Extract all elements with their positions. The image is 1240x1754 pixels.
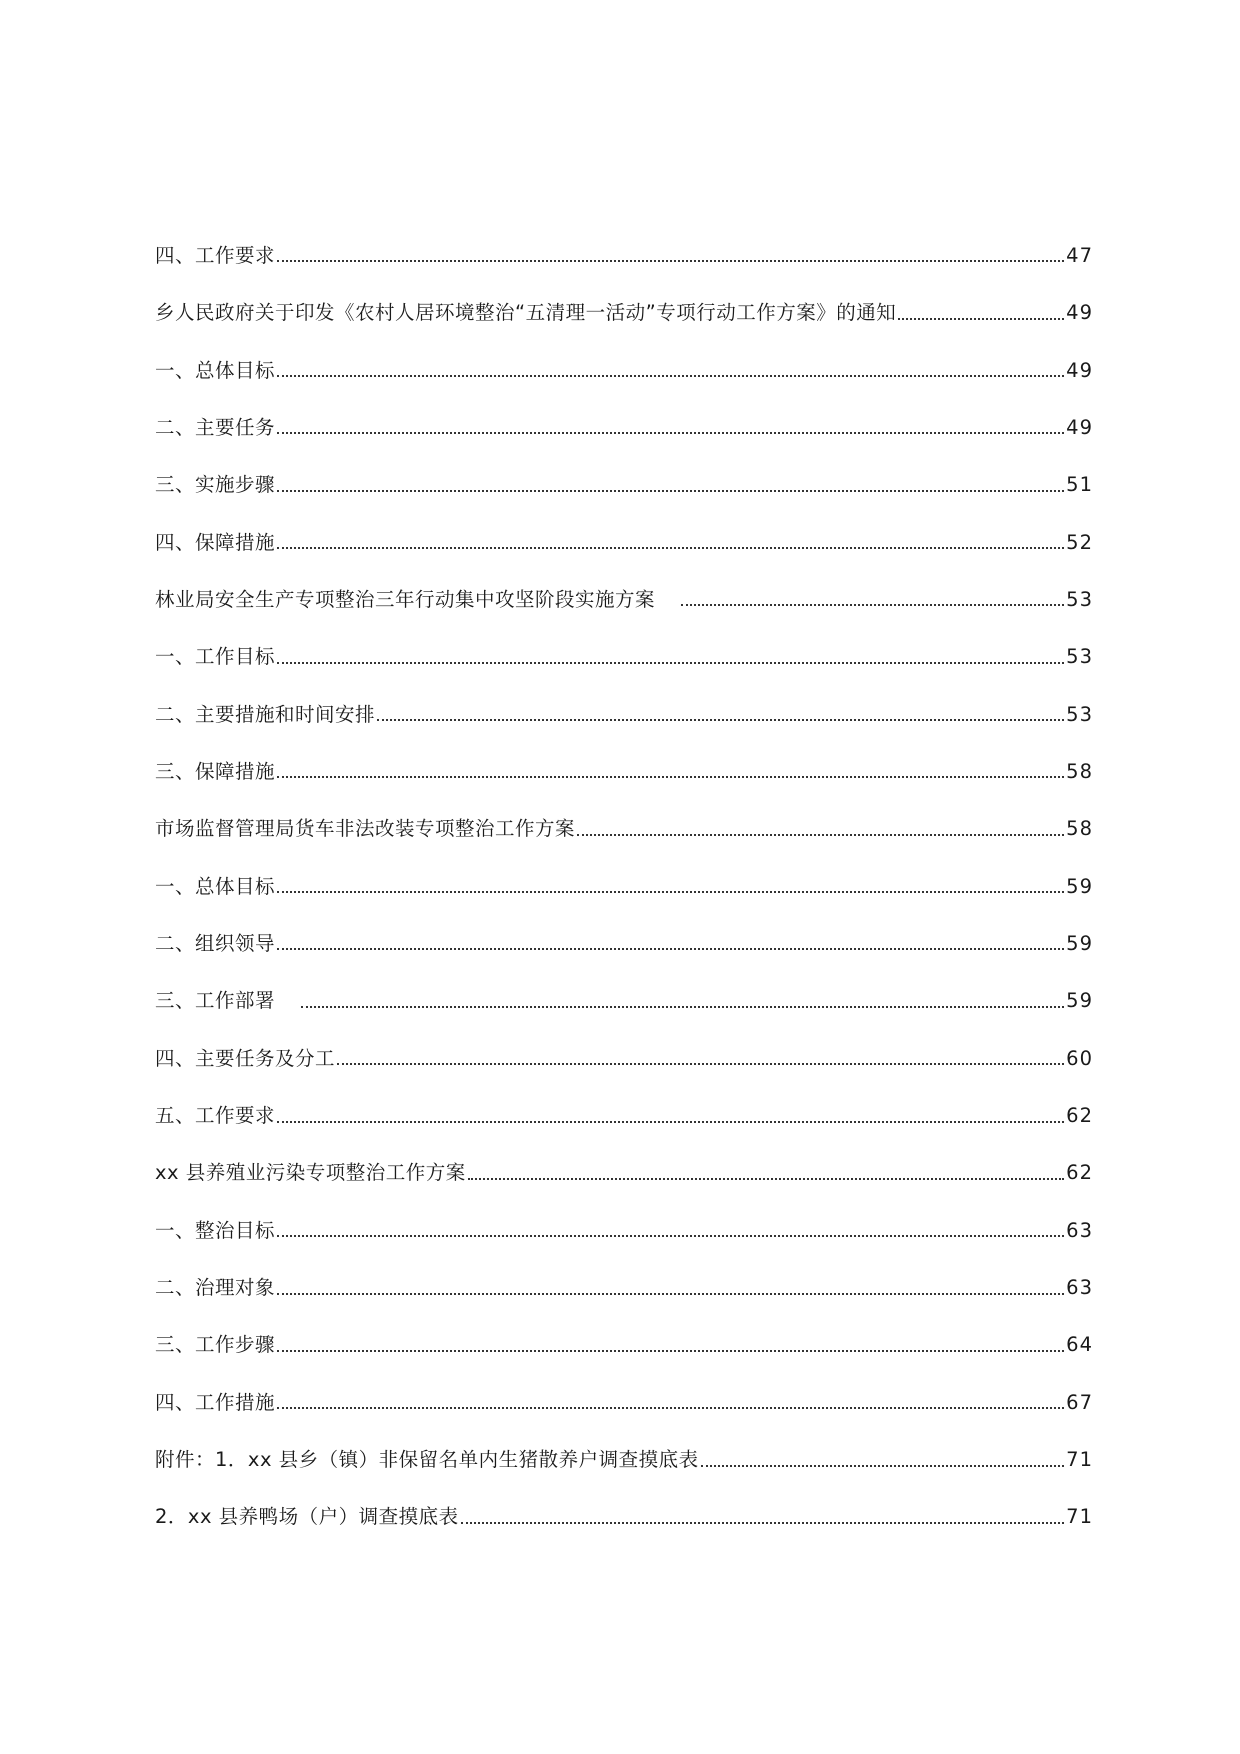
- toc-entry[interactable]: [155, 839, 1093, 896]
- toc-dot-leader: [301, 991, 1064, 1011]
- toc-entry-page: 62: [1066, 1161, 1093, 1185]
- toc-entry[interactable]: [155, 495, 1093, 552]
- toc-entry-title: 五、工作要求: [155, 1104, 276, 1127]
- toc-entry-title: 三、实施步骤: [155, 473, 276, 497]
- toc-entry-title: 林业局安全生产专项整治三年行动集中攻坚阶段实施方案: [155, 587, 656, 611]
- toc-entry[interactable]: [155, 1355, 1093, 1412]
- toc-entry[interactable]: [155, 1412, 1093, 1472]
- toc-entry-title: 乡人民政府关于印发《农村人居环境整治“五清理一活动”专项行动工作方案》的通知: [155, 301, 897, 325]
- toc-entry-page: 71: [1066, 1505, 1093, 1529]
- toc-entry-title: 四、工作要求: [155, 243, 276, 267]
- toc-entry-page: 58: [1066, 817, 1093, 841]
- toc-entry-page: 63: [1066, 1218, 1093, 1242]
- toc-dot-leader: [337, 1048, 1064, 1068]
- toc-entry-page: 47: [1066, 243, 1093, 267]
- toc-entry-title: 二、主要任务: [155, 415, 276, 439]
- toc-entry-title: 2．xx 县养鸭场（户）调查摸底表: [155, 1505, 459, 1529]
- toc-entry-page: 53: [1066, 645, 1093, 669]
- toc-dot-leader: [277, 933, 1064, 953]
- toc-entry[interactable]: [155, 1068, 1093, 1125]
- toc-entry-page: 52: [1066, 530, 1093, 554]
- toc-entry[interactable]: [155, 552, 1093, 609]
- table-of-contents: [155, 208, 1093, 1527]
- toc-entry-page: 64: [1066, 1333, 1093, 1357]
- toc-dot-leader: [277, 475, 1064, 495]
- toc-entry[interactable]: [155, 380, 1093, 437]
- toc-dot-leader: [681, 589, 1064, 609]
- toc-entry-page: 58: [1066, 759, 1093, 783]
- toc-entry-title: 二、组织领导: [155, 931, 276, 955]
- toc-entry[interactable]: [155, 1298, 1093, 1355]
- toc-entry[interactable]: [155, 1240, 1093, 1300]
- toc-entry-title: 二、主要措施和时间安排: [155, 702, 376, 726]
- toc-dot-leader: [898, 303, 1064, 323]
- toc-entry-page: 63: [1066, 1276, 1093, 1300]
- toc-dot-leader: [701, 1450, 1064, 1470]
- toc-dot-leader: [277, 1278, 1064, 1298]
- toc-dot-leader: [277, 761, 1064, 781]
- toc-entry-page: 53: [1066, 702, 1093, 726]
- toc-entry-title: 二、治理对象: [155, 1276, 276, 1300]
- toc-entry-title: 三、保障措施: [155, 759, 276, 783]
- toc-entry-title: 一、工作目标: [155, 645, 276, 669]
- toc-entry-title: 一、总体目标: [155, 874, 276, 898]
- toc-entry[interactable]: [155, 667, 1093, 724]
- toc-entry-title: 四、保障措施: [155, 530, 276, 554]
- toc-entry-title: 四、主要任务及分工: [155, 1046, 336, 1070]
- toc-entry-page: 51: [1066, 473, 1093, 497]
- toc-entry[interactable]: [155, 323, 1093, 380]
- toc-dot-leader: [277, 1335, 1064, 1355]
- toc-dot-leader: [277, 417, 1064, 437]
- toc-list: [155, 208, 1093, 1527]
- toc-entry-page: 67: [1066, 1390, 1093, 1414]
- toc-entry[interactable]: [155, 781, 1093, 841]
- toc-entry[interactable]: [155, 1470, 1093, 1527]
- toc-dot-leader: [461, 1507, 1064, 1527]
- toc-entry-title: 四、工作措施: [155, 1390, 276, 1414]
- toc-dot-leader: [277, 876, 1064, 896]
- toc-entry[interactable]: [155, 953, 1093, 1013]
- toc-entry-page: 59: [1066, 931, 1093, 955]
- toc-entry-page: 71: [1066, 1448, 1093, 1472]
- toc-dot-leader: [468, 1163, 1064, 1183]
- toc-entry[interactable]: [155, 1011, 1093, 1068]
- toc-entry[interactable]: [155, 1126, 1093, 1183]
- toc-dot-leader: [377, 704, 1064, 724]
- toc-entry-title: 附件：1．xx 县乡（镇）非保留名单内生猪散养户调查摸底表: [155, 1448, 699, 1472]
- toc-entry[interactable]: [155, 208, 1093, 265]
- toc-entry-title: 一、总体目标: [155, 358, 276, 382]
- toc-entry-title: 一、整治目标: [155, 1218, 276, 1242]
- toc-dot-leader: [277, 1106, 1064, 1126]
- toc-entry-page: 62: [1066, 1104, 1093, 1127]
- toc-entry-page: 53: [1066, 587, 1093, 611]
- toc-entry-page: 49: [1066, 415, 1093, 439]
- toc-dot-leader: [577, 819, 1064, 839]
- toc-entry-page: 59: [1066, 989, 1093, 1013]
- toc-dot-leader: [277, 647, 1064, 667]
- toc-entry[interactable]: [155, 609, 1093, 669]
- toc-entry[interactable]: [155, 1183, 1093, 1240]
- toc-entry[interactable]: [155, 724, 1093, 781]
- toc-dot-leader: [277, 360, 1064, 380]
- toc-entry[interactable]: [155, 896, 1093, 953]
- toc-entry-title: 三、工作步骤: [155, 1333, 276, 1357]
- toc-dot-leader: [277, 1220, 1064, 1240]
- toc-entry-page: 59: [1066, 874, 1093, 898]
- toc-dot-leader: [277, 1392, 1064, 1412]
- toc-entry-page: 49: [1066, 301, 1093, 325]
- toc-entry-title: 三、工作部署: [155, 989, 276, 1013]
- toc-dot-leader: [277, 245, 1064, 265]
- toc-entry-page: 60: [1066, 1046, 1093, 1070]
- toc-entry-title: xx 县养殖业污染专项整治工作方案: [155, 1161, 466, 1185]
- toc-entry-title: 市场监督管理局货车非法改装专项整治工作方案: [155, 817, 576, 841]
- toc-entry[interactable]: [155, 437, 1093, 497]
- toc-entry-page: 49: [1066, 358, 1093, 382]
- toc-entry[interactable]: [155, 265, 1093, 325]
- toc-dot-leader: [277, 532, 1064, 552]
